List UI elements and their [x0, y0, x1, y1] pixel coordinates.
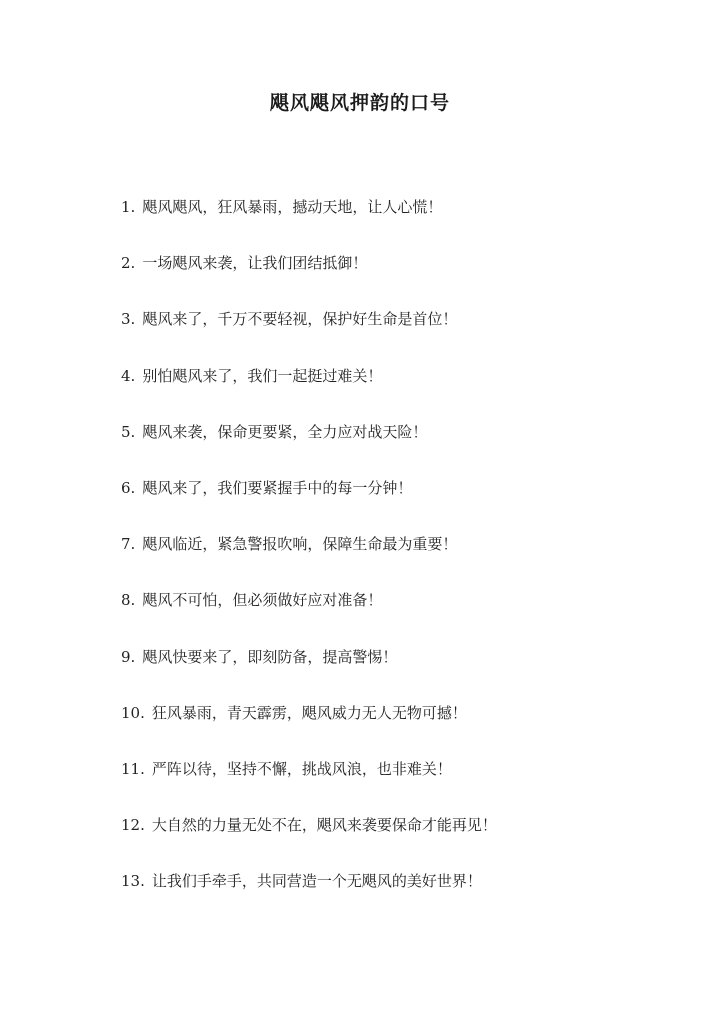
slogan-item: [121, 195, 497, 251]
slogan-number: 1.: [121, 198, 136, 216]
slogan-text: 飓风不可怕，但必须做好应对准备！: [142, 591, 383, 610]
slogan-item: [121, 869, 497, 925]
slogan-item: [121, 532, 497, 588]
slogan-number: 9.: [121, 647, 136, 666]
document-title: 飓风飓风押韵的口号: [269, 92, 450, 114]
slogan-item: [121, 588, 497, 644]
slogan-text: 飓风飓风，狂风暴雨，撼动天地，让人心慌！: [142, 198, 443, 216]
slogan-number: 4.: [121, 366, 136, 385]
slogan-text: 飓风来了，我们要紧握手中的每一分钟！: [142, 478, 413, 497]
slogan-text: 飓风来袭，保命更要紧，全力应对战天险！: [142, 422, 428, 441]
slogan-item: [121, 420, 497, 476]
slogan-text: 让我们手牵手，共同营造一个无飓风的美好世界！: [151, 872, 482, 891]
slogan-number: 2.: [121, 254, 136, 273]
slogan-text: 大自然的力量无处不在，飓风来袭要保命才能再见！: [151, 816, 497, 835]
slogan-number: 5.: [121, 422, 136, 441]
slogan-number: 13.: [121, 872, 145, 891]
slogan-number: 12.: [121, 816, 145, 835]
slogan-item: [121, 701, 497, 757]
slogan-text: 飓风快要来了，即刻防备，提高警惕！: [142, 647, 398, 666]
slogan-number: 8.: [121, 591, 136, 610]
slogan-item: [121, 364, 497, 420]
slogan-number: 6.: [121, 478, 136, 497]
slogan-list: [121, 195, 497, 925]
slogan-text: 狂风暴雨，青天霹雳，飓风威力无人无物可撼！: [151, 703, 467, 722]
slogan-number: 7.: [121, 535, 136, 554]
slogan-number: 10.: [121, 703, 145, 722]
slogan-text: 飓风临近，紧急警报吹响，保障生命最为重要！: [142, 535, 458, 554]
slogan-text: 别怕飓风来了，我们一起挺过难关！: [142, 366, 383, 385]
slogan-text: 严阵以待，坚持不懈，挑战风浪，也非难关！: [151, 759, 452, 778]
slogan-item: [121, 813, 497, 869]
slogan-text: 飓风来了，千万不要轻视，保护好生命是首位！: [142, 310, 458, 329]
slogan-item: [121, 757, 497, 813]
slogan-number: 11.: [121, 759, 145, 778]
slogan-item: [121, 251, 497, 307]
slogan-item: [121, 307, 497, 363]
slogan-item: [121, 645, 497, 701]
slogan-text: 一场飓风来袭，让我们团结抵御！: [142, 254, 368, 273]
slogan-item: [121, 476, 497, 532]
slogan-number: 3.: [121, 310, 136, 329]
